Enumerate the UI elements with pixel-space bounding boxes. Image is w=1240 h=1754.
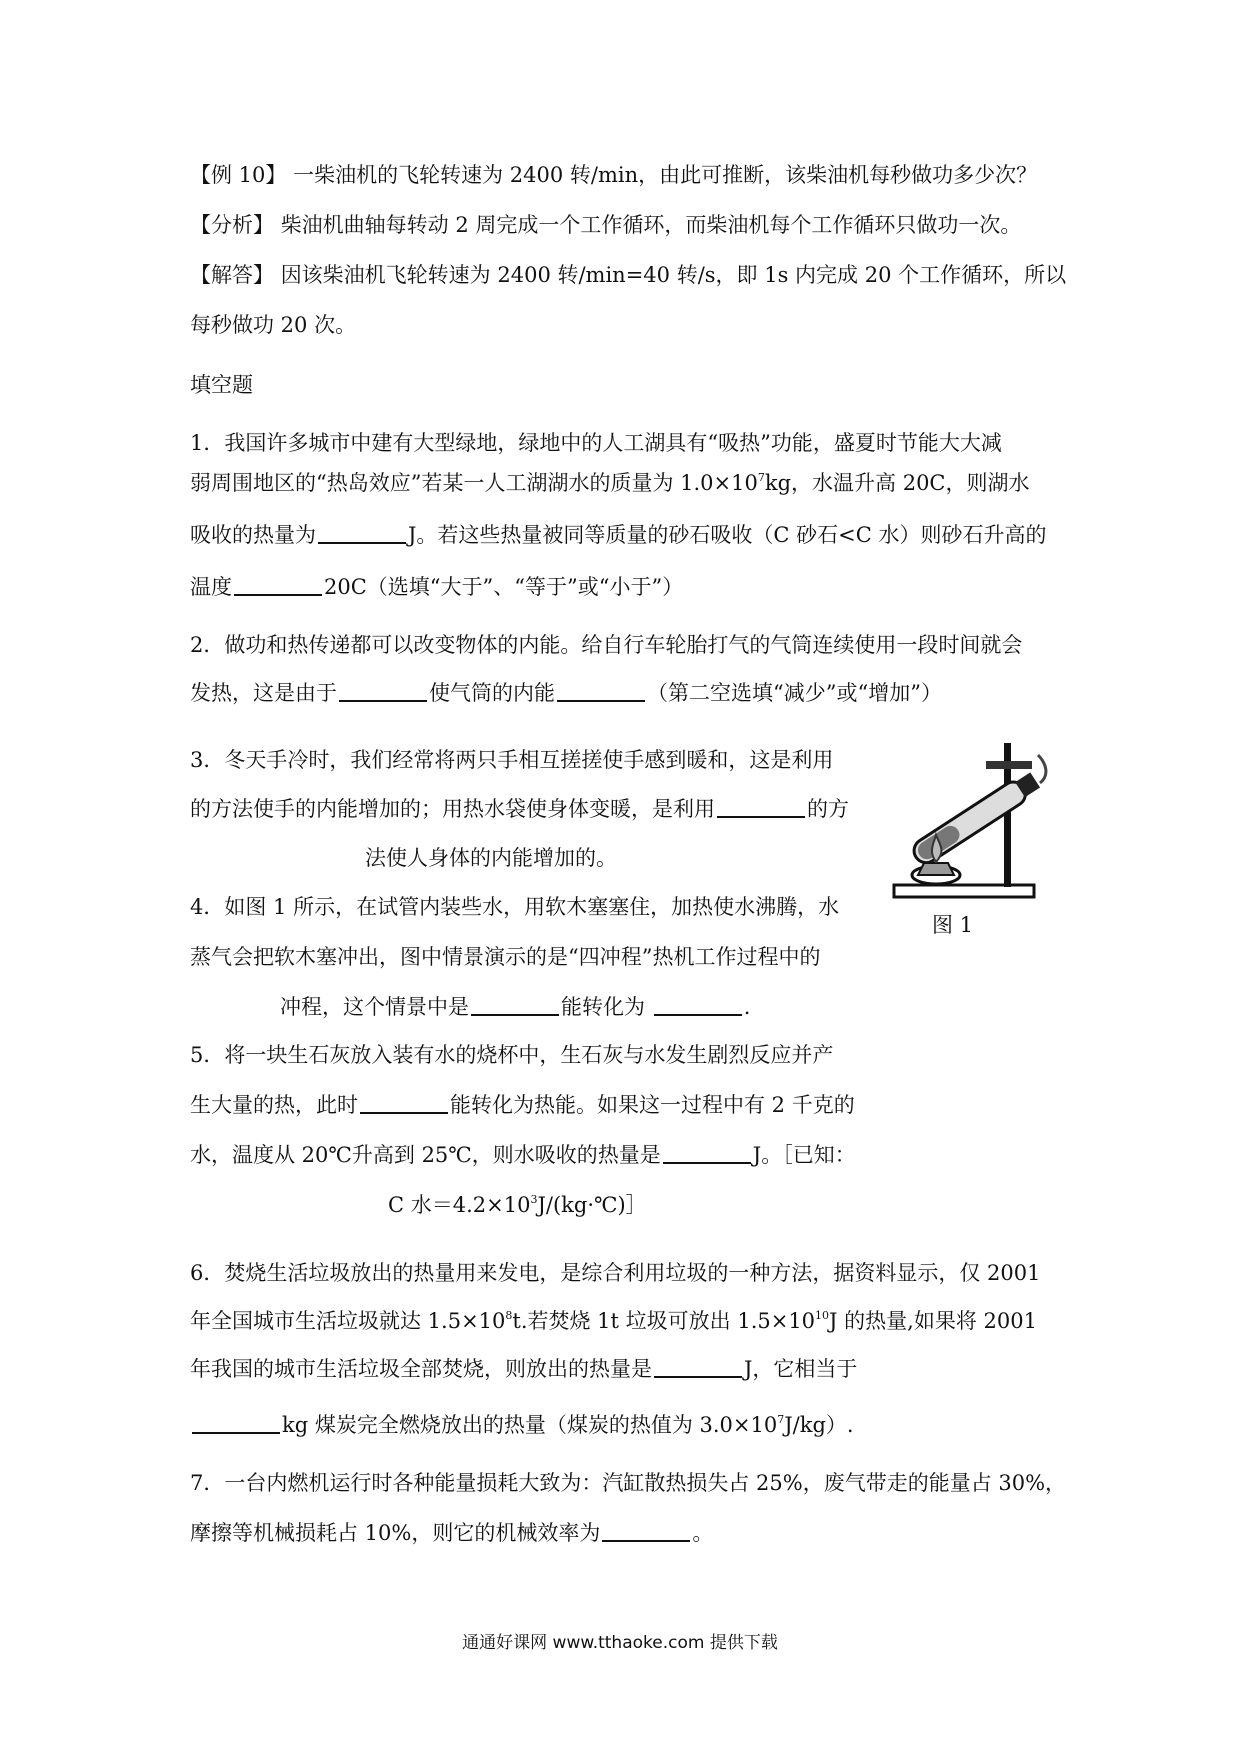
q2-line1: 2．做功和热传递都可以改变物体的内能。给自行车轮胎打气的气筒连续使用一段时间就会	[190, 633, 1023, 657]
q7-line2: 摩擦等机械损耗占 10%，则它的机械效率为 。	[190, 1521, 714, 1545]
q5-line1: 5．将一块生石灰放入装有水的烧杯中，生石灰与水发生剧烈反应并产	[190, 1043, 834, 1067]
q1-blank-1[interactable]	[318, 522, 406, 544]
q6-blank-1[interactable]	[654, 1356, 742, 1378]
q4-blank-3[interactable]	[654, 994, 742, 1016]
q1-line4: 温度 20C（选填“大于”、“等于”或“小于”）	[190, 575, 684, 599]
q4-blank-2[interactable]	[471, 994, 559, 1016]
q1-line2: 弱周围地区的“热岛效应”若某一人工湖湖水的质量为 $1.0\times 10^7kg$，水温升高 20C，则湖水	[190, 471, 1030, 495]
q6-line1: 6．焚烧生活垃圾放出的热量用来发电，是综合利用垃圾的一种方法，据资料显示，仅 2001	[190, 1261, 1041, 1285]
q2-line2: 发热，这是由于 使气筒的内能 （第二空选填“减少”或“增加”）	[190, 681, 942, 705]
example-analysis	[190, 210, 1070, 240]
analysis-tag: 【分析】	[190, 213, 274, 237]
q2-blank-1[interactable]	[339, 680, 427, 702]
q1-line1: 1．我国许多城市中建有大型绿地，绿地中的人工湖具有“吸热”功能，盛夏时节能大大减	[190, 431, 1002, 455]
example-question-text: 一柴油机的飞轮转速为 2400 转/min，由此可推断，该柴油机每秒做功多少次？	[293, 163, 1038, 187]
q6-line3: 年我国的城市生活垃圾全部焚烧，则放出的热量是 J，它相当于	[190, 1357, 858, 1381]
q5-blank-1[interactable]	[360, 1092, 448, 1114]
example-tag: 【例 10】	[190, 163, 287, 187]
q3-blank-2[interactable]	[717, 796, 805, 818]
q2-blank-2[interactable]	[557, 680, 645, 702]
q5-line2: 生大量的热，此时 能转化为热能。如果这一过程中有 2 千克的	[190, 1093, 855, 1117]
q1-blank-2[interactable]	[234, 574, 322, 596]
example-answer-cont: 每秒做功 20 次。	[190, 313, 357, 337]
example-question	[190, 160, 1070, 190]
section-title: 填空题	[190, 373, 253, 397]
example-answer	[190, 260, 1070, 290]
q5-blank-2[interactable]	[663, 1142, 751, 1164]
q4-line3: 冲程，这个情景中是 能转化为 .	[280, 995, 751, 1019]
page-footer: 通通好课网 www.tthaoke.com 提供下载	[462, 1633, 778, 1653]
answer-tag: 【解答】	[190, 263, 274, 287]
figure-caption: 图 1	[932, 913, 974, 937]
q7-line1: 7．一台内燃机运行时各种能量损耗大致为：汽缸散热损失占 25%，废气带走的能量占 30%，	[190, 1471, 1067, 1495]
q4-line2: 蒸气会把软木塞冲出，图中情景演示的是“四冲程”热机工作过程中的	[190, 945, 821, 969]
q6-line4: kg 煤炭完全燃烧放出的热量（煤炭的热值为 $3.0\times 10^7J/kg$）.	[190, 1410, 1070, 1440]
q4-line1: 4．如图 1 所示，在试管内装些水，用软木塞塞住，加热使水沸腾，水	[190, 895, 840, 919]
q5-line3: 水，温度从 20℃升高到 25℃，则水吸收的热量是 J。［已知：	[190, 1143, 856, 1167]
q3-line1: 3．冬天手冷时，我们经常将两只手相互搓搓使手感到暖和，这是利用	[190, 748, 834, 772]
q3-line3: 法使人身体的内能增加的。	[365, 846, 617, 870]
q1-line3: 吸收的热量为 J。若这些热量被同等质量的砂石吸收（C 砂石<C 水）则砂石升高的	[190, 523, 1047, 547]
answer-text: 因该柴油机飞轮转速为 2400 转/min=40 转/s，即 1s 内完成 20 个工作循环，所以	[280, 263, 1067, 287]
q7-blank-1[interactable]	[602, 1520, 690, 1542]
analysis-text: 柴油机曲轴每转动 2 周完成一个工作循环，而柴油机每个工作循环只做功一次。	[280, 213, 1022, 237]
q3-line2: 的方法使手的内能增加的；用热水袋使身体变暖，是利用 的方	[190, 797, 849, 821]
q5-line4: C 水$=4.2\times 10^3J/(kg\cdot℃)]$	[388, 1193, 647, 1217]
q6-blank-2[interactable]	[192, 1412, 280, 1434]
q6-line2: 年全国城市生活垃圾就达 $1.5\times 10^8t$.若焚烧 1t 垃圾可放出 $1.5\times 10^{10}J$ 的热量,如果将 2001	[190, 1309, 1037, 1333]
